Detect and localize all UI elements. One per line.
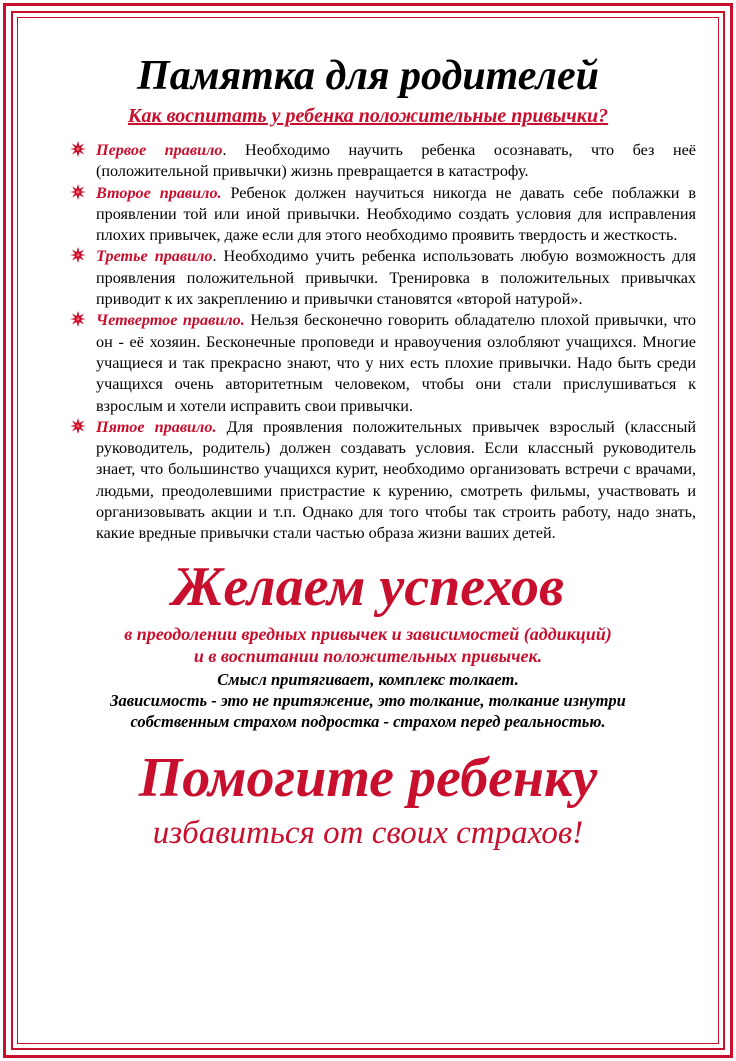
wish-line-1: в преодолении вредных привычек и зависимостей (аддикций) — [124, 623, 612, 644]
rule-text: Необходимо научить ребенка осознавать, что без неё (положительной привычки) жизнь превращается в катастрофу. — [96, 141, 696, 181]
rule-label: Третье правило — [96, 247, 213, 266]
rule-text: Для проявления положительных привычек взрослый (классный руководитель, родитель) должен создавать условия. Если классный руководитель знает, что большинство учащихся курит, необходимо организовать встречи с врачами, людьми, преодолевшими пристрастие к курению, смотреть фильмы, участвовать и организовывать акции и т.п. Однако для того чтобы так строить работу, надо знать, какие вредные привычки стали частью образа жизни ваших детей. — [96, 417, 696, 543]
rules-list — [40, 140, 696, 545]
help-subheading: избавиться от своих страхов! — [152, 814, 584, 851]
rule-label: Пятое правило. — [96, 417, 217, 436]
rule-item-2 — [56, 183, 696, 247]
red-flower-bullet-icon — [70, 311, 86, 327]
page-subtitle: Как воспитать у ребенка положительные привычки? — [127, 105, 609, 127]
rule-label-separator: . — [222, 141, 227, 159]
rule-label-separator: . — [212, 247, 217, 266]
rule-label: Четвертое правило. — [96, 311, 245, 330]
note-line-3: собственным страхом подростка - страхом перед реальностью. — [130, 711, 606, 731]
red-flower-bullet-icon — [70, 247, 86, 263]
wish-line-2: и в воспитании положительных привычек. — [193, 645, 543, 666]
note-line-2: Зависимость - это не притяжение, это толкание, толкание изнутри — [110, 690, 626, 710]
page-title: Памятка для родителей — [137, 53, 599, 99]
rule-item-4 — [56, 310, 696, 416]
red-flower-bullet-icon — [70, 418, 86, 434]
rule-label: Второе правило. — [96, 183, 222, 202]
red-flower-bullet-icon — [70, 184, 86, 200]
rule-label: Первое правило — [96, 141, 223, 159]
red-flower-bullet-icon — [70, 141, 86, 157]
help-heading: Помогите ребенку — [138, 746, 598, 809]
flyer-content — [40, 52, 696, 852]
note-line-1: Смысл притягивает, комплекс толкает. — [217, 669, 519, 689]
rule-item-3 — [56, 246, 696, 310]
rule-item-1 — [56, 140, 696, 183]
wish-heading: Желаем успехов — [171, 555, 565, 618]
rule-item-5 — [56, 417, 696, 545]
rule-text: Нельзя бесконечно говорить обладателю плохой привычки, что он - её хозяин. Бесконечные проповеди и нравоучения озлобляют учащихся. Многие учащиеся и так прекрасно знают, что у них есть плохие привычки. Надо быть среди учащихся очень авторитетным человеком, чтобы они стали прислушиваться к взрослым и хотели исправить свои привычки. — [96, 311, 696, 415]
rule-text: Ребенок должен научиться никогда не давать себе поблажки в проявлении той или иной привычки. Необходимо создать условия для исправления плохих привычек, даже если для этого необходимо проявить твердость и жесткость. — [96, 183, 696, 245]
rule-text: Необходимо учить ребенка использовать любую возможность для проявления положительной привычки. Тренировка в положительных привычках приводит к их закреплению и привычки становятся «второй натурой». — [96, 247, 696, 309]
